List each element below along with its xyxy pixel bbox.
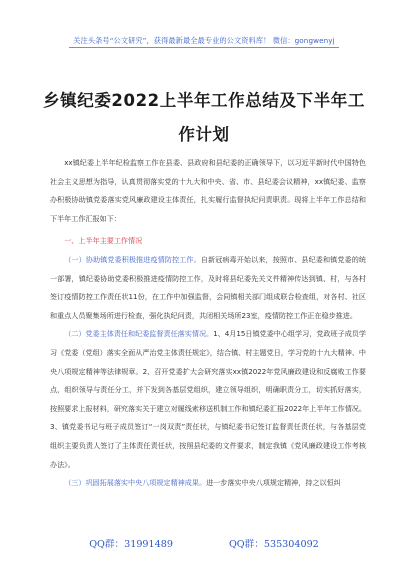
intro-paragraph: xx镇纪委上半年纪检监察工作在县委、县政府和县纪委的正确领导下，以习近平新时代中国特色社会主义思想为指导，认真贯彻落实党的十九大和中央、省、市、县纪委会议精神，xx镇纪委、监察办积极协助镇党委落实党风廉政建设主体责任，扎实履行监督执纪问责职责。现将上半年工作总结和下半年工作汇报如下： bbox=[50, 158, 366, 223]
item-text-1: 自新冠病毒开始以来，按照市、县纪委和镇党委的统一部署，镇纪委协助党委积极推进疫情防控工作，及时将县纪委先关文件精神传达到镇、村，与各村签订疫情防控工作责任状11份，在工作中加强监督，会同镇相关部门组成联合检查组，对各村、社区和重点人员聚集场所进行检查，强化执纪问责，共闭相关场所23室，疫情防控工作正在稳步推进。 bbox=[50, 254, 366, 320]
item-paragraph-3 bbox=[50, 474, 366, 493]
document-title: 乡镇纪委2022上半年工作总结及下半年工作计划 bbox=[43, 91, 365, 144]
section-heading-1: 一、上半年主要工作情况 bbox=[64, 236, 143, 246]
qq-group-1[interactable]: QQ群：31991489 bbox=[89, 539, 173, 550]
qq-group-2[interactable]: QQ群：535304092 bbox=[228, 539, 319, 550]
item-heading-2: （二）党委主体责任和纪委监督责任落实情况。 bbox=[64, 329, 214, 339]
item-paragraph-2 bbox=[50, 325, 366, 474]
item-text-2: 1、4月15日镇党委中心组学习，党政班子成员学习《党委（党组）落实全面从严治党主体责任规定》，结合镇、村主题党日，学习党的十九大精神、中央八项规定精神等法律规章。2、召开党委扩大会研究落实xx镇2022年党风廉政建设和反腐败工作要点，组织领导与责任分工，并下发到各基层党组织，建立领导组织，明确职责分工，切实抓好落实，按照要求上报材料，研究落实关于建立对履线索移送机制工作和镇纪委汇报2022年上半年工作情况。3、镇党委书记与班子成员签订“一岗双责”责任状，与镇纪委书记签订监督责任责任状，与各基层党组织主要负责人签订了主体责任责任状，按照县纪委的文件要求，制定我镇《党风廉政建设工作考核办法》。 bbox=[50, 329, 366, 469]
item-heading-3: （三）巩固拓展落实中央八项规定精神成果。 bbox=[64, 478, 207, 488]
document-body bbox=[50, 154, 366, 493]
banner-link[interactable]: 关注头条号“公文研究”，获得最新最全最专业的公文资料库！ 微信：gongwenyj bbox=[69, 36, 338, 48]
item-paragraph-1 bbox=[50, 251, 366, 325]
item-text-3: 进一步落实中央八项规定精神，持之以恒纠 bbox=[206, 478, 341, 488]
footer-bar bbox=[0, 536, 408, 556]
item-heading-1: （一）协助镇党委积极推进疫情防控工作。 bbox=[64, 254, 201, 264]
top-banner bbox=[0, 28, 408, 46]
